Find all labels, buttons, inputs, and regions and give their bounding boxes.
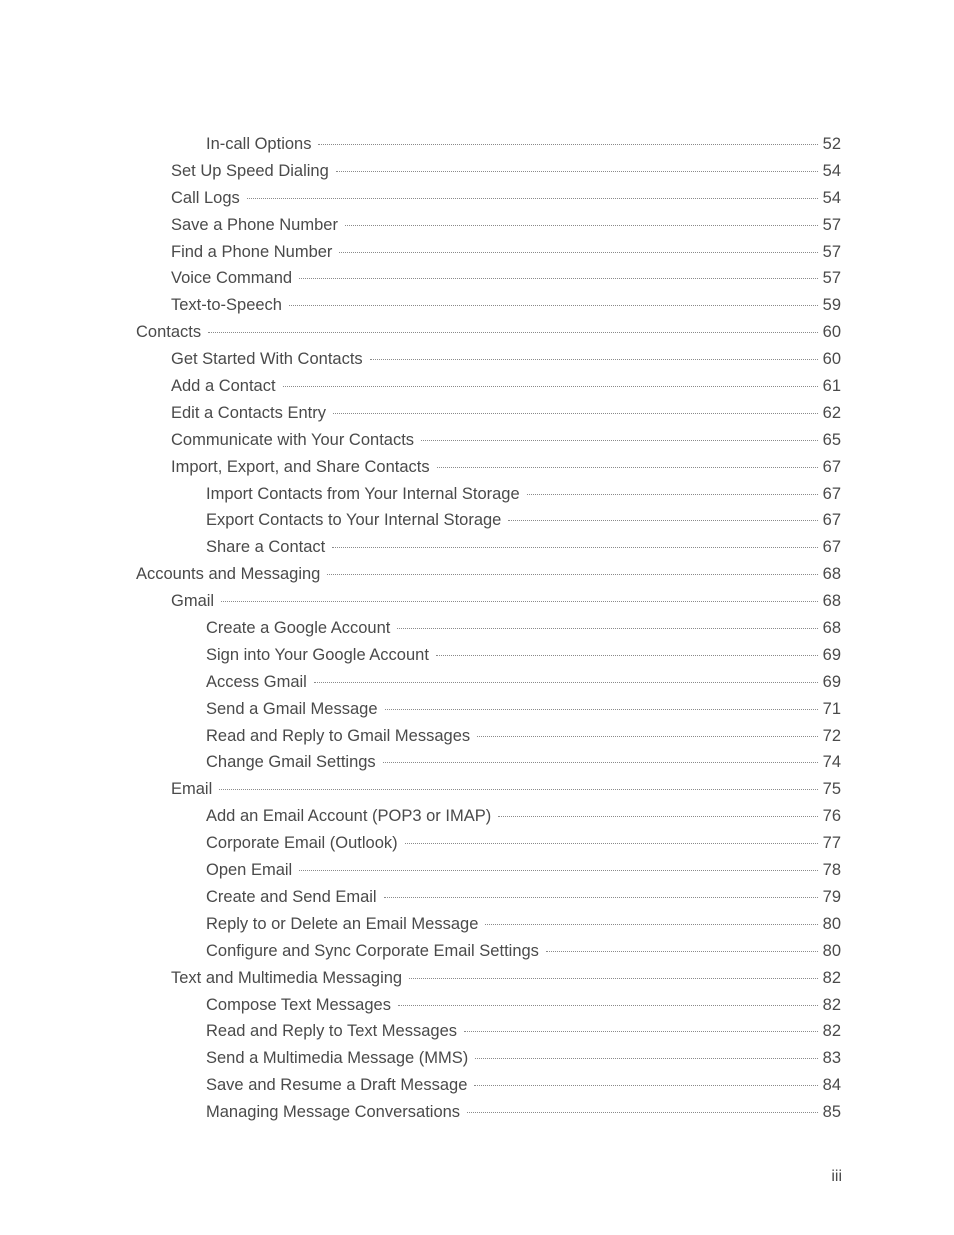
toc-dot-leader bbox=[327, 574, 818, 575]
toc-entry-title: Send a Multimedia Message (MMS) bbox=[206, 1049, 469, 1068]
toc-entry-page-number: 69 bbox=[822, 672, 841, 691]
toc-entry-page-number: 67 bbox=[822, 538, 841, 557]
toc-entry[interactable] bbox=[0, 265, 954, 292]
toc-entry-title: Text and Multimedia Messaging bbox=[171, 968, 403, 987]
toc-entry-page-number: 80 bbox=[822, 914, 841, 933]
toc-dot-leader bbox=[219, 789, 818, 790]
toc-dot-leader bbox=[498, 816, 818, 817]
toc-entry-page-number: 71 bbox=[822, 699, 841, 718]
toc-dot-leader bbox=[339, 252, 818, 253]
toc-dot-leader bbox=[247, 198, 818, 199]
toc-dot-leader bbox=[318, 144, 818, 145]
toc-entry[interactable] bbox=[0, 373, 954, 400]
toc-entry[interactable] bbox=[0, 642, 954, 669]
page-number: iii bbox=[831, 1168, 842, 1185]
toc-entry-title: Share a Contact bbox=[206, 538, 326, 557]
table-of-contents bbox=[0, 131, 954, 1126]
toc-dot-leader bbox=[385, 709, 818, 710]
toc-entry-page-number: 82 bbox=[822, 968, 841, 987]
toc-dot-leader bbox=[477, 736, 818, 737]
toc-entry[interactable] bbox=[0, 292, 954, 319]
toc-entry-title: Add a Contact bbox=[171, 377, 276, 396]
toc-dot-leader bbox=[398, 1005, 818, 1006]
toc-entry-page-number: 61 bbox=[822, 377, 841, 396]
toc-entry-title: Managing Message Conversations bbox=[206, 1103, 461, 1122]
toc-entry-page-number: 72 bbox=[822, 726, 841, 745]
toc-entry[interactable] bbox=[0, 1018, 954, 1045]
toc-entry-page-number: 68 bbox=[822, 619, 841, 638]
toc-dot-leader bbox=[208, 332, 818, 333]
toc-dot-leader bbox=[405, 843, 818, 844]
toc-dot-leader bbox=[333, 413, 818, 414]
toc-entry[interactable] bbox=[0, 965, 954, 992]
toc-entry[interactable] bbox=[0, 803, 954, 830]
toc-entry[interactable] bbox=[0, 158, 954, 185]
toc-entry-page-number: 74 bbox=[822, 753, 841, 772]
toc-entry[interactable] bbox=[0, 239, 954, 266]
toc-entry-title: Communicate with Your Contacts bbox=[171, 430, 415, 449]
toc-entry-title: Send a Gmail Message bbox=[206, 699, 378, 718]
toc-dot-leader bbox=[409, 978, 818, 979]
toc-entry-page-number: 54 bbox=[822, 161, 841, 180]
toc-entry-title: Set Up Speed Dialing bbox=[171, 161, 329, 180]
toc-entry[interactable] bbox=[0, 669, 954, 696]
toc-entry-page-number: 82 bbox=[822, 995, 841, 1014]
toc-dot-leader bbox=[314, 682, 818, 683]
toc-entry-title: Edit a Contacts Entry bbox=[171, 403, 326, 422]
toc-entry-page-number: 60 bbox=[822, 350, 841, 369]
toc-entry-page-number: 60 bbox=[822, 323, 841, 342]
toc-entry[interactable] bbox=[0, 749, 954, 776]
toc-entry[interactable] bbox=[0, 992, 954, 1019]
toc-dot-leader bbox=[421, 440, 818, 441]
toc-dot-leader bbox=[345, 225, 818, 226]
toc-entry[interactable] bbox=[0, 400, 954, 427]
toc-entry[interactable] bbox=[0, 857, 954, 884]
toc-entry[interactable] bbox=[0, 454, 954, 481]
toc-dot-leader bbox=[508, 520, 818, 521]
toc-entry[interactable] bbox=[0, 212, 954, 239]
toc-entry-title: Compose Text Messages bbox=[206, 995, 391, 1014]
toc-entry-title: Corporate Email (Outlook) bbox=[206, 834, 398, 853]
toc-dot-leader bbox=[336, 171, 818, 172]
toc-dot-leader bbox=[289, 305, 818, 306]
toc-entry-title: Import Contacts from Your Internal Storage bbox=[206, 484, 520, 503]
toc-entry-page-number: 76 bbox=[822, 807, 841, 826]
toc-entry[interactable] bbox=[0, 319, 954, 346]
toc-entry-title: Gmail bbox=[171, 592, 215, 611]
toc-entry-title: Save and Resume a Draft Message bbox=[206, 1076, 468, 1095]
toc-dot-leader bbox=[332, 547, 818, 548]
toc-entry-page-number: 57 bbox=[822, 269, 841, 288]
toc-entry[interactable] bbox=[0, 938, 954, 965]
toc-entry-title: Read and Reply to Text Messages bbox=[206, 1022, 458, 1041]
toc-entry-page-number: 68 bbox=[822, 592, 841, 611]
toc-entry-title: Find a Phone Number bbox=[171, 242, 333, 261]
toc-entry[interactable] bbox=[0, 884, 954, 911]
toc-entry[interactable] bbox=[0, 131, 954, 158]
toc-entry-title: Configure and Sync Corporate Email Settings bbox=[206, 941, 539, 960]
toc-entry[interactable] bbox=[0, 534, 954, 561]
toc-entry[interactable] bbox=[0, 696, 954, 723]
toc-entry-page-number: 65 bbox=[822, 430, 841, 449]
toc-entry-title: Contacts bbox=[136, 323, 202, 342]
toc-entry-page-number: 68 bbox=[822, 565, 841, 584]
toc-entry-page-number: 85 bbox=[822, 1103, 841, 1122]
toc-entry-title: Change Gmail Settings bbox=[206, 753, 376, 772]
toc-entry-title: Get Started With Contacts bbox=[171, 350, 363, 369]
toc-entry-title: Sign into Your Google Account bbox=[206, 645, 429, 664]
toc-entry-page-number: 59 bbox=[822, 296, 841, 315]
toc-entry[interactable] bbox=[0, 615, 954, 642]
toc-entry-title: Access Gmail bbox=[206, 672, 307, 691]
toc-entry-page-number: 77 bbox=[822, 834, 841, 853]
toc-entry-page-number: 57 bbox=[822, 242, 841, 261]
toc-entry-title: Call Logs bbox=[171, 188, 240, 207]
toc-entry-title: Reply to or Delete an Email Message bbox=[206, 914, 479, 933]
toc-entry[interactable] bbox=[0, 588, 954, 615]
toc-entry-page-number: 80 bbox=[822, 941, 841, 960]
toc-entry-page-number: 78 bbox=[822, 861, 841, 880]
toc-entry[interactable] bbox=[0, 1045, 954, 1072]
toc-entry[interactable] bbox=[0, 185, 954, 212]
toc-entry-page-number: 62 bbox=[822, 403, 841, 422]
toc-dot-leader bbox=[370, 359, 818, 360]
toc-entry-page-number: 67 bbox=[822, 457, 841, 476]
toc-entry-page-number: 84 bbox=[822, 1076, 841, 1095]
toc-entry[interactable] bbox=[0, 723, 954, 750]
toc-entry-title: Add an Email Account (POP3 or IMAP) bbox=[206, 807, 492, 826]
toc-entry[interactable] bbox=[0, 561, 954, 588]
toc-dot-leader bbox=[464, 1031, 818, 1032]
toc-entry-page-number: 57 bbox=[822, 215, 841, 234]
toc-dot-leader bbox=[474, 1085, 818, 1086]
toc-entry-title: Save a Phone Number bbox=[171, 215, 338, 234]
toc-entry-page-number: 69 bbox=[822, 645, 841, 664]
toc-entry[interactable] bbox=[0, 1072, 954, 1099]
toc-dot-leader bbox=[299, 870, 818, 871]
toc-entry-title: Import, Export, and Share Contacts bbox=[171, 457, 430, 476]
toc-entry-title: Email bbox=[171, 780, 213, 799]
toc-entry-page-number: 67 bbox=[822, 511, 841, 530]
toc-entry[interactable] bbox=[0, 1099, 954, 1126]
toc-dot-leader bbox=[221, 601, 818, 602]
toc-entry-page-number: 67 bbox=[822, 484, 841, 503]
toc-entry-page-number: 82 bbox=[822, 1022, 841, 1041]
toc-entry[interactable] bbox=[0, 911, 954, 938]
toc-entry-title: Read and Reply to Gmail Messages bbox=[206, 726, 471, 745]
toc-entry[interactable] bbox=[0, 776, 954, 803]
toc-entry[interactable] bbox=[0, 346, 954, 373]
toc-dot-leader bbox=[437, 467, 818, 468]
toc-entry[interactable] bbox=[0, 830, 954, 857]
toc-entry-page-number: 75 bbox=[822, 780, 841, 799]
toc-dot-leader bbox=[384, 897, 818, 898]
toc-dot-leader bbox=[546, 951, 818, 952]
toc-dot-leader bbox=[397, 628, 818, 629]
toc-dot-leader bbox=[527, 494, 818, 495]
toc-entry[interactable] bbox=[0, 507, 954, 534]
toc-entry[interactable] bbox=[0, 427, 954, 454]
toc-entry-page-number: 52 bbox=[822, 135, 841, 153]
toc-dot-leader bbox=[485, 924, 818, 925]
toc-entry-title: Create and Send Email bbox=[206, 887, 377, 906]
toc-entry-title: In-call Options bbox=[206, 135, 312, 153]
toc-dot-leader bbox=[436, 655, 818, 656]
toc-entry-title: Open Email bbox=[206, 861, 293, 880]
toc-entry-title: Create a Google Account bbox=[206, 619, 391, 638]
toc-entry-page-number: 79 bbox=[822, 887, 841, 906]
toc-entry-page-number: 83 bbox=[822, 1049, 841, 1068]
toc-entry-title: Accounts and Messaging bbox=[136, 565, 321, 584]
toc-dot-leader bbox=[467, 1112, 818, 1113]
toc-dot-leader bbox=[299, 278, 818, 279]
toc-dot-leader bbox=[475, 1058, 818, 1059]
toc-entry-title: Export Contacts to Your Internal Storage bbox=[206, 511, 502, 530]
toc-entry-page-number: 54 bbox=[822, 188, 841, 207]
toc-dot-leader bbox=[283, 386, 818, 387]
toc-entry[interactable] bbox=[0, 481, 954, 508]
toc-entry-title: Voice Command bbox=[171, 269, 293, 288]
toc-dot-leader bbox=[383, 762, 818, 763]
toc-entry-title: Text-to-Speech bbox=[171, 296, 282, 315]
